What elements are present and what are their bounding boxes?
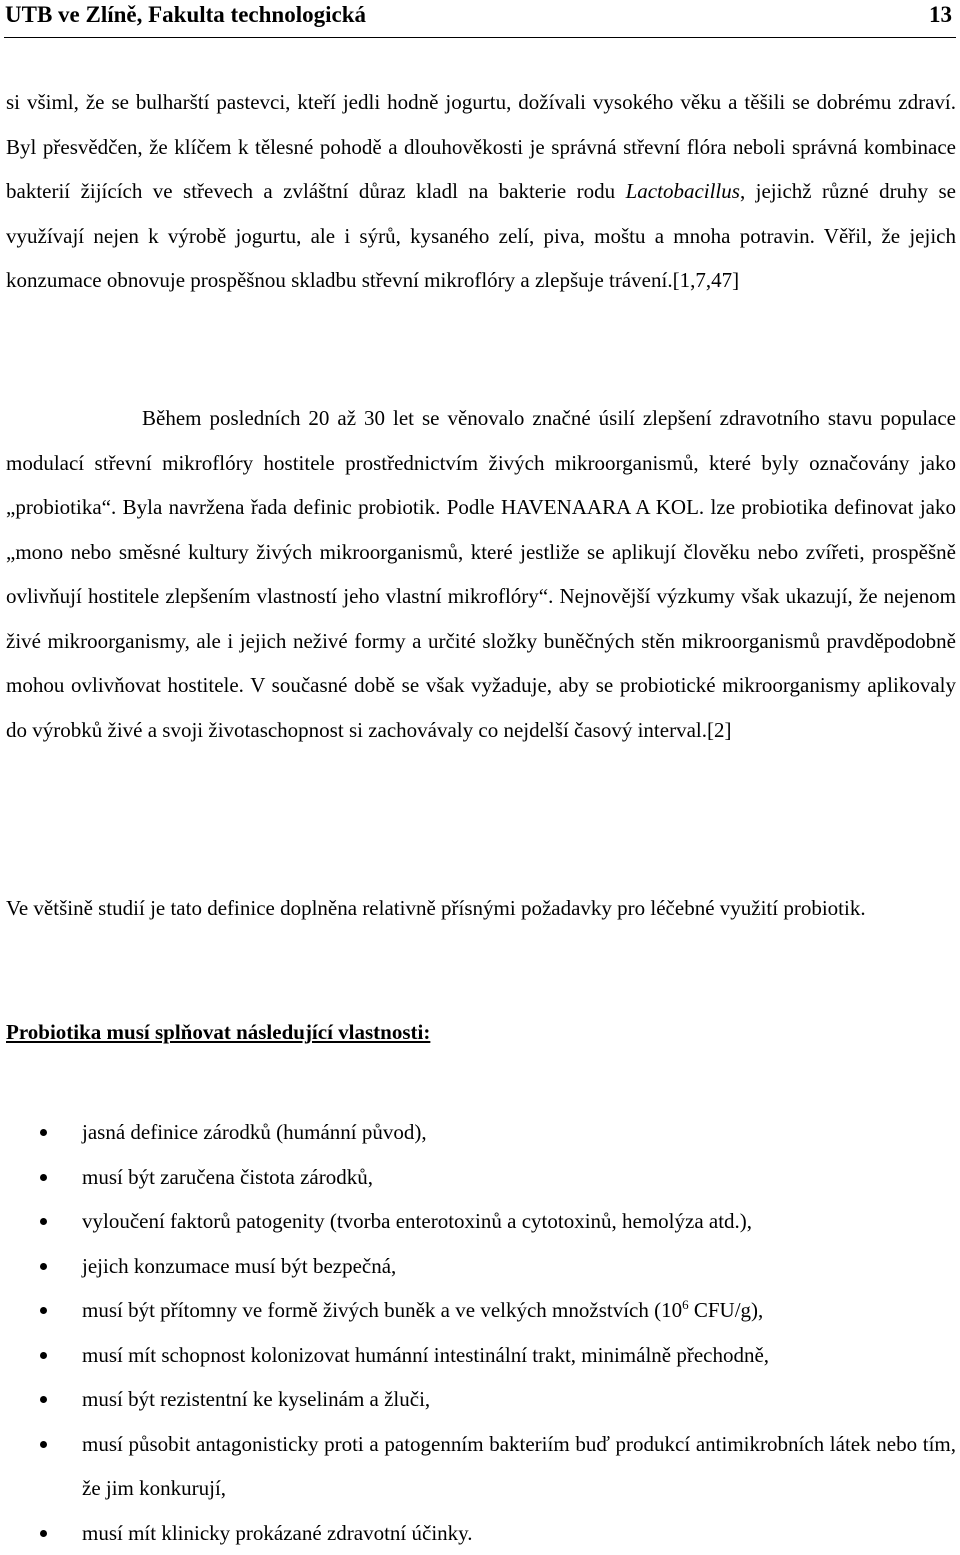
list-item — [0, 1511, 960, 1555]
page-header — [4, 0, 956, 38]
bullet-icon — [40, 1218, 47, 1225]
list-item — [0, 1288, 960, 1333]
genus-name: Lactobacillus — [626, 179, 740, 203]
list-item-text: musí mít klinicky prokázané zdravotní účinky. — [82, 1521, 473, 1545]
list-item-text: musí být rezistentní ke kyselinám a žluči, — [82, 1387, 430, 1411]
header-title: UTB ve Zlíně, Fakulta technologická — [5, 2, 366, 28]
bullet-icon — [40, 1174, 47, 1181]
paragraph-requirements-intro: Ve většině studií je tato definice doplněna relativně přísnými požadavky pro léčebné využití probiotik. — [6, 886, 956, 931]
list-item — [0, 1333, 960, 1378]
paragraph-probiotics-definition — [6, 396, 956, 752]
bullet-icon — [40, 1307, 47, 1314]
paragraph-text: , jejichž různé druhy se využívají nejen k výrobě jogurtu, ale i sýrů, kysaného zelí, piva, moštu a mnoha potravin. Věřil, že jejich konzumace obnovuje prospěšnou skladbu střevní mikroflóry a zlepšuje trávení.[1,7,47] — [6, 179, 956, 292]
bullet-icon — [40, 1441, 47, 1448]
list-item-text: musí být přítomny ve formě živých buněk a ve velkých množstvích (10 — [82, 1298, 682, 1322]
bullet-icon — [40, 1530, 47, 1537]
paragraph-text: si všiml, že se bulharští pastevci, kteří jedli hodně jogurtu, dožívali vysokého věku a těšili se dobrému zdraví. Byl přesvědčen, že klíčem k tělesné pohodě a dlouhověkosti je správná střevní flóra neboli správná kombinace bakterií žijících ve střevech a zvláštní důraz kladl na bakterie rodu — [6, 90, 956, 203]
list-item-text: vyloučení faktorů patogenity (tvorba enterotoxinů a cytotoxinů, hemolýza atd.), — [82, 1209, 752, 1233]
list-item-text: musí mít schopnost kolonizovat humánní intestinální trakt, minimálně přechodně, — [82, 1343, 769, 1367]
paragraph-text: Během posledních 20 až 30 let se věnovalo značné úsilí zlepšení zdravotního stavu populace modulací střevní mikroflóry hostitele prostřednictvím živých mikroorganismů, které byly označovány jako „probiotika“. Byla navržena řada definic probiotik. Podle HAVENAARA A KOL. lze probiotika definovat jako „mono nebo směsné kultury živých mikroorganismů, které jestliže se aplikují člověku nebo zvířeti, prospěšně ovlivňují hostitele zlepšením vlastností jeho vlastní mikroflóry“. Nejnovější výzkumy však ukazují, že nejenom živé mikroorganismy, ale i jejich neživé formy a určité složky buněčných stěn mikroorganismů pravděpodobně mohou ovlivňovat hostitele. V současné době se však vyžaduje, aby se probiotické mikroorganismy aplikovaly do výrobků živé a svoji životaschopnost si zachovávaly co nejdelší časový interval.[2] — [6, 406, 956, 742]
list-item — [0, 1155, 960, 1200]
list-item — [0, 1377, 960, 1422]
bullet-icon — [40, 1396, 47, 1403]
list-item-text: CFU/g), — [689, 1298, 764, 1322]
exponent: 6 — [682, 1297, 689, 1312]
list-item — [0, 1422, 960, 1511]
bullet-icon — [40, 1263, 47, 1270]
list-item-text: musí působit antagonisticky proti a patogenním bakteriím buď produkcí antimikrobních látek nebo tím, že jim konkurují, — [82, 1432, 956, 1501]
bullet-icon — [40, 1352, 47, 1359]
requirements-list — [0, 1110, 960, 1555]
paragraph-metchnikoff — [6, 80, 956, 303]
page-number: 13 — [929, 2, 952, 28]
bullet-icon — [40, 1129, 47, 1136]
list-item-text: jasná definice zárodků (humánní původ), — [82, 1120, 427, 1144]
list-item-text: musí být zaručena čistota zárodků, — [82, 1165, 373, 1189]
section-heading: Probiotika musí splňovat následující vlastnosti: — [6, 1020, 430, 1045]
list-item — [0, 1199, 960, 1244]
list-item-text: jejich konzumace musí být bezpečná, — [82, 1254, 396, 1278]
list-item — [0, 1110, 960, 1155]
list-item — [0, 1244, 960, 1289]
